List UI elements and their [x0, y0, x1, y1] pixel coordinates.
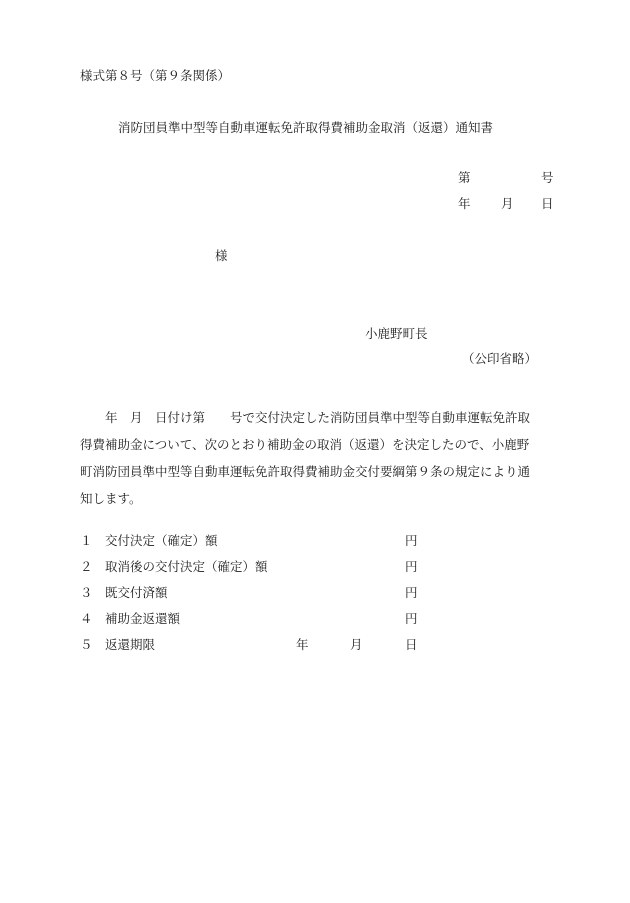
item-number: ３	[80, 585, 93, 600]
doc-number-suffix: 号	[541, 170, 554, 185]
item-label: 補助金返還額	[105, 611, 181, 626]
item-number: ４	[80, 611, 93, 626]
body-paragraph	[80, 404, 550, 512]
date-month-label: 月	[501, 196, 514, 211]
body-line: 町消防団員準中型等自動車運転免許取得費補助金交付要綱第９条の規定により通	[80, 464, 531, 479]
list-item	[80, 613, 440, 639]
body-line: 得費補助金について、次のとおり補助金の取消（返還）を決定したので、小鹿野	[80, 437, 530, 452]
body-line: 年 月 日付け第 号で交付決定した消防団員準中型等自動車運転免許取	[80, 410, 531, 425]
doc-number-label: 第	[458, 170, 471, 185]
form-number: 様式第８号（第９条関係）	[80, 68, 231, 83]
sender-name: 小鹿野町長	[365, 326, 428, 341]
item-unit: 円	[405, 611, 418, 626]
deadline-row	[80, 639, 440, 665]
item-number: ２	[80, 559, 93, 574]
item-number: ５	[80, 637, 93, 652]
list-item	[80, 561, 440, 587]
deadline-year-label: 年	[296, 637, 309, 652]
item-label: 既交付済額	[105, 585, 168, 600]
deadline-day-label: 日	[405, 637, 418, 652]
recipient-honorific: 様	[215, 248, 228, 263]
date-day-label: 日	[541, 196, 554, 211]
document-title: 消防団員準中型等自動車運転免許取得費補助金取消（返還）通知書	[118, 120, 494, 135]
seal-omitted-note: （公印省略）	[462, 351, 538, 366]
list-item	[80, 587, 440, 613]
deadline-month-label: 月	[350, 637, 363, 652]
item-list	[80, 535, 440, 665]
body-line: 知します。	[80, 491, 142, 506]
date-year-label: 年	[458, 196, 471, 211]
item-unit: 円	[405, 559, 418, 574]
item-number: １	[80, 533, 93, 548]
item-unit: 円	[405, 585, 418, 600]
item-label: 取消後の交付決定（確定）額	[105, 559, 268, 574]
list-item	[80, 535, 440, 561]
item-unit: 円	[405, 533, 418, 548]
item-label: 交付決定（確定）額	[105, 533, 218, 548]
deadline-label: 返還期限	[105, 637, 156, 652]
